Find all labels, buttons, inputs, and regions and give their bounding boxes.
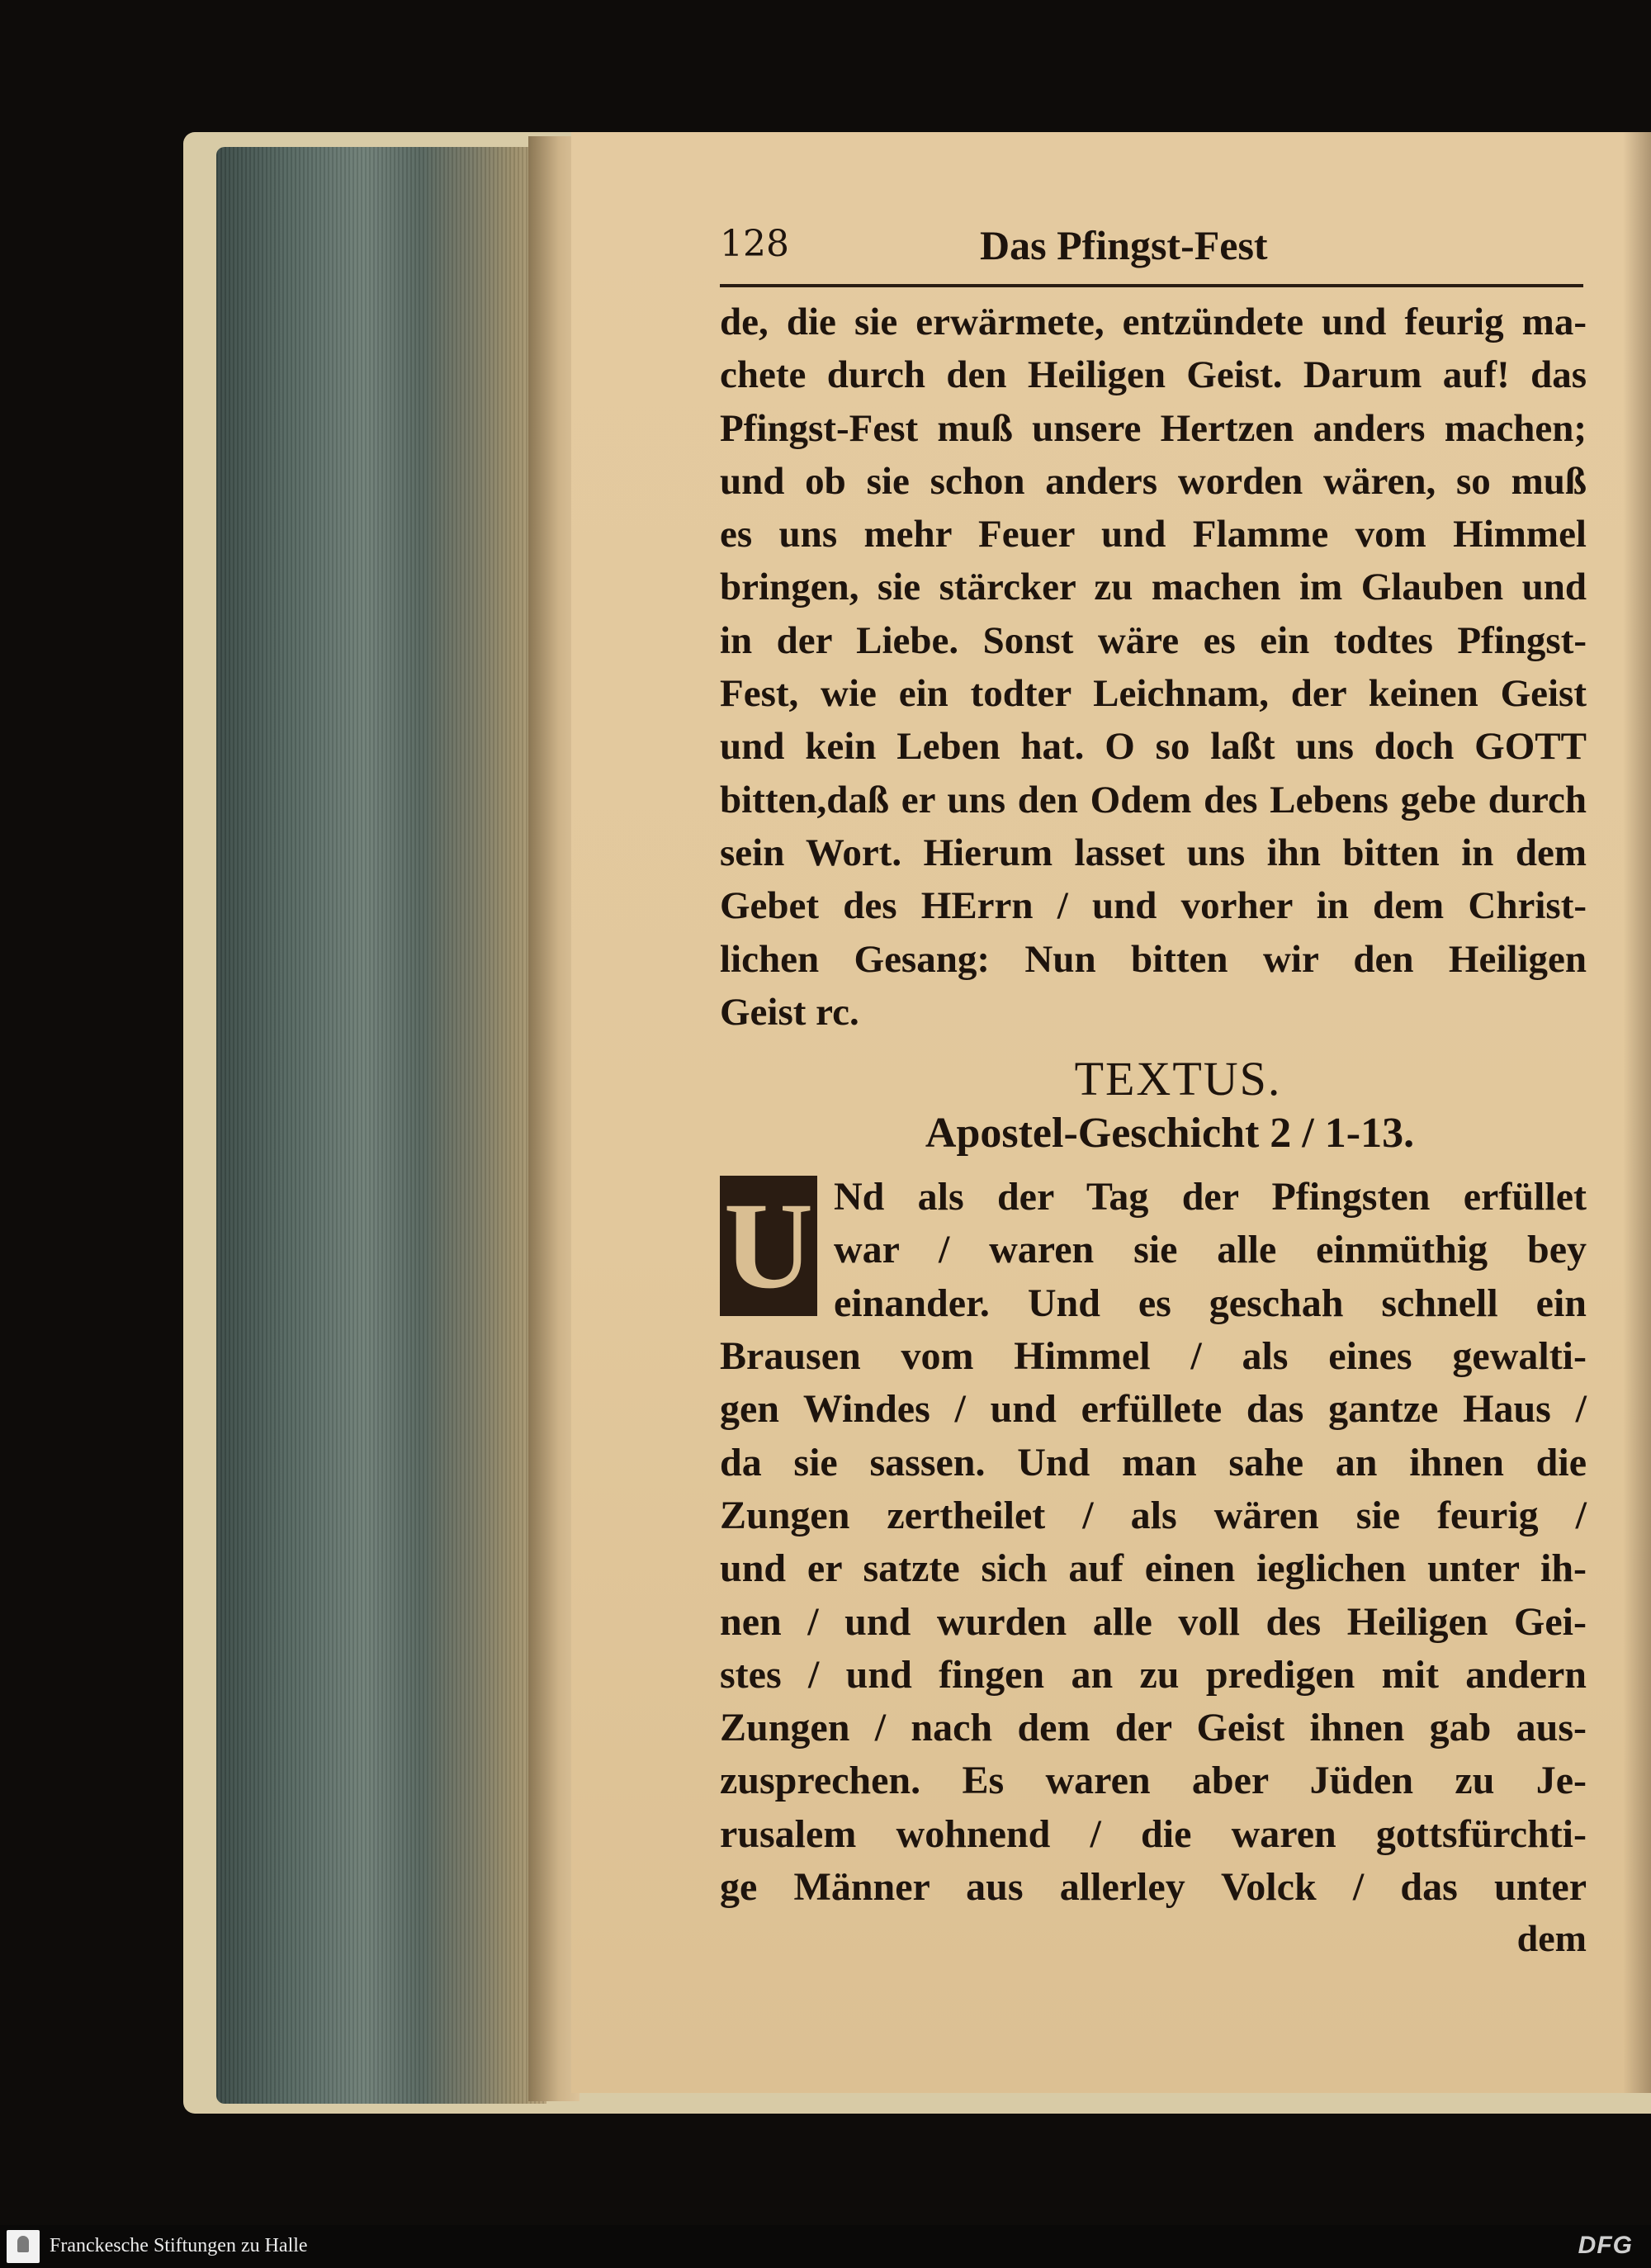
running-title: Das Pfingst-Fest xyxy=(980,222,1268,268)
text-line: Zungen zertheilet / als wären sie feurig / xyxy=(720,1493,1587,1537)
text-line: Gebet des HErrn / und vorher in dem Christ- xyxy=(720,884,1587,928)
text-line: Brausen vom Himmel / als eines gewalti- xyxy=(720,1334,1587,1379)
page-header xyxy=(720,221,1587,282)
text-line: und ob sie schon anders worden wären, so muß xyxy=(720,459,1587,503)
text-line: Pfingst-Fest muß unsere Hertzen anders machen; xyxy=(720,406,1587,450)
page-number: 128 xyxy=(720,223,789,265)
page-text xyxy=(720,221,1587,1963)
text-line: gen Windes / und erfüllete das gantze Haus / xyxy=(720,1387,1587,1432)
text-line: bitten,daß er uns den Odem des Lebens gebe durch xyxy=(720,778,1587,821)
text-line: und kein Leben hat. O so laßt uns doch GOTT xyxy=(720,725,1587,769)
institution-logo-icon[interactable] xyxy=(7,2230,40,2263)
text-line: Geist rc. xyxy=(720,990,859,1034)
text-line: rusalem wohnend / die waren gottsfürchti- xyxy=(720,1811,1587,1856)
text-line: de, die sie erwärmete, entzündete und feurig ma- xyxy=(720,301,1587,343)
text-line: Zungen / nach dem der Geist ihnen gab aus- xyxy=(720,1706,1587,1750)
dropcap-initial: U xyxy=(720,1176,817,1316)
scripture-text xyxy=(720,1171,1587,1914)
text-line: es uns mehr Feuer und Flamme vom Himmel xyxy=(720,513,1587,556)
text-line: sein Wort. Hierum lasset uns ihn bitten in dem xyxy=(720,831,1587,874)
viewer-footer xyxy=(0,2225,1651,2268)
text-line: zusprechen. Es waren aber Jüden zu Je- xyxy=(720,1759,1587,1803)
text-line: war / waren sie alle einmüthig bey xyxy=(834,1228,1587,1272)
sermon-paragraph xyxy=(720,296,1587,1039)
textus-reference: Apostel-Geschicht 2 / 1-13. xyxy=(925,1110,1415,1158)
textus-heading: TEXTUS. xyxy=(1074,1052,1282,1106)
dfg-logo[interactable]: DFG xyxy=(1578,2232,1633,2259)
text-line: in der Liebe. Sonst wäre es ein todtes Pfingst- xyxy=(720,618,1587,662)
text-line: nen / und wurden alle voll des Heiligen Gei- xyxy=(720,1599,1587,1644)
text-line: ge Männer aus allerley Volck / das unter xyxy=(720,1865,1587,1910)
text-line: einander. Und es geschah schnell ein xyxy=(834,1281,1587,1325)
book-page-stack xyxy=(216,147,546,2104)
text-line: chete durch den Heiligen Geist. Darum auf! das xyxy=(720,353,1587,397)
text-line: bringen, sie stärcker zu machen im Glauben und xyxy=(720,566,1587,609)
institution-name[interactable]: Franckesche Stiftungen zu Halle xyxy=(50,2235,308,2256)
text-line: Fest, wie ein todter Leichnam, der keinen Geist xyxy=(720,672,1587,716)
text-line: lichen Gesang: Nun bitten wir den Heiligen xyxy=(720,937,1587,981)
catchword: dem xyxy=(1516,1917,1587,1960)
header-rule xyxy=(720,284,1583,287)
text-line: stes / und fingen an zu predigen mit andern xyxy=(720,1652,1587,1697)
text-line: und er satzte sich auf einen ieglichen unter ih- xyxy=(720,1546,1587,1591)
text-line: Nd als der Tag der Pfingsten erfüllet xyxy=(834,1175,1587,1219)
text-line: da sie sassen. Und man sahe an ihnen die xyxy=(720,1440,1587,1484)
